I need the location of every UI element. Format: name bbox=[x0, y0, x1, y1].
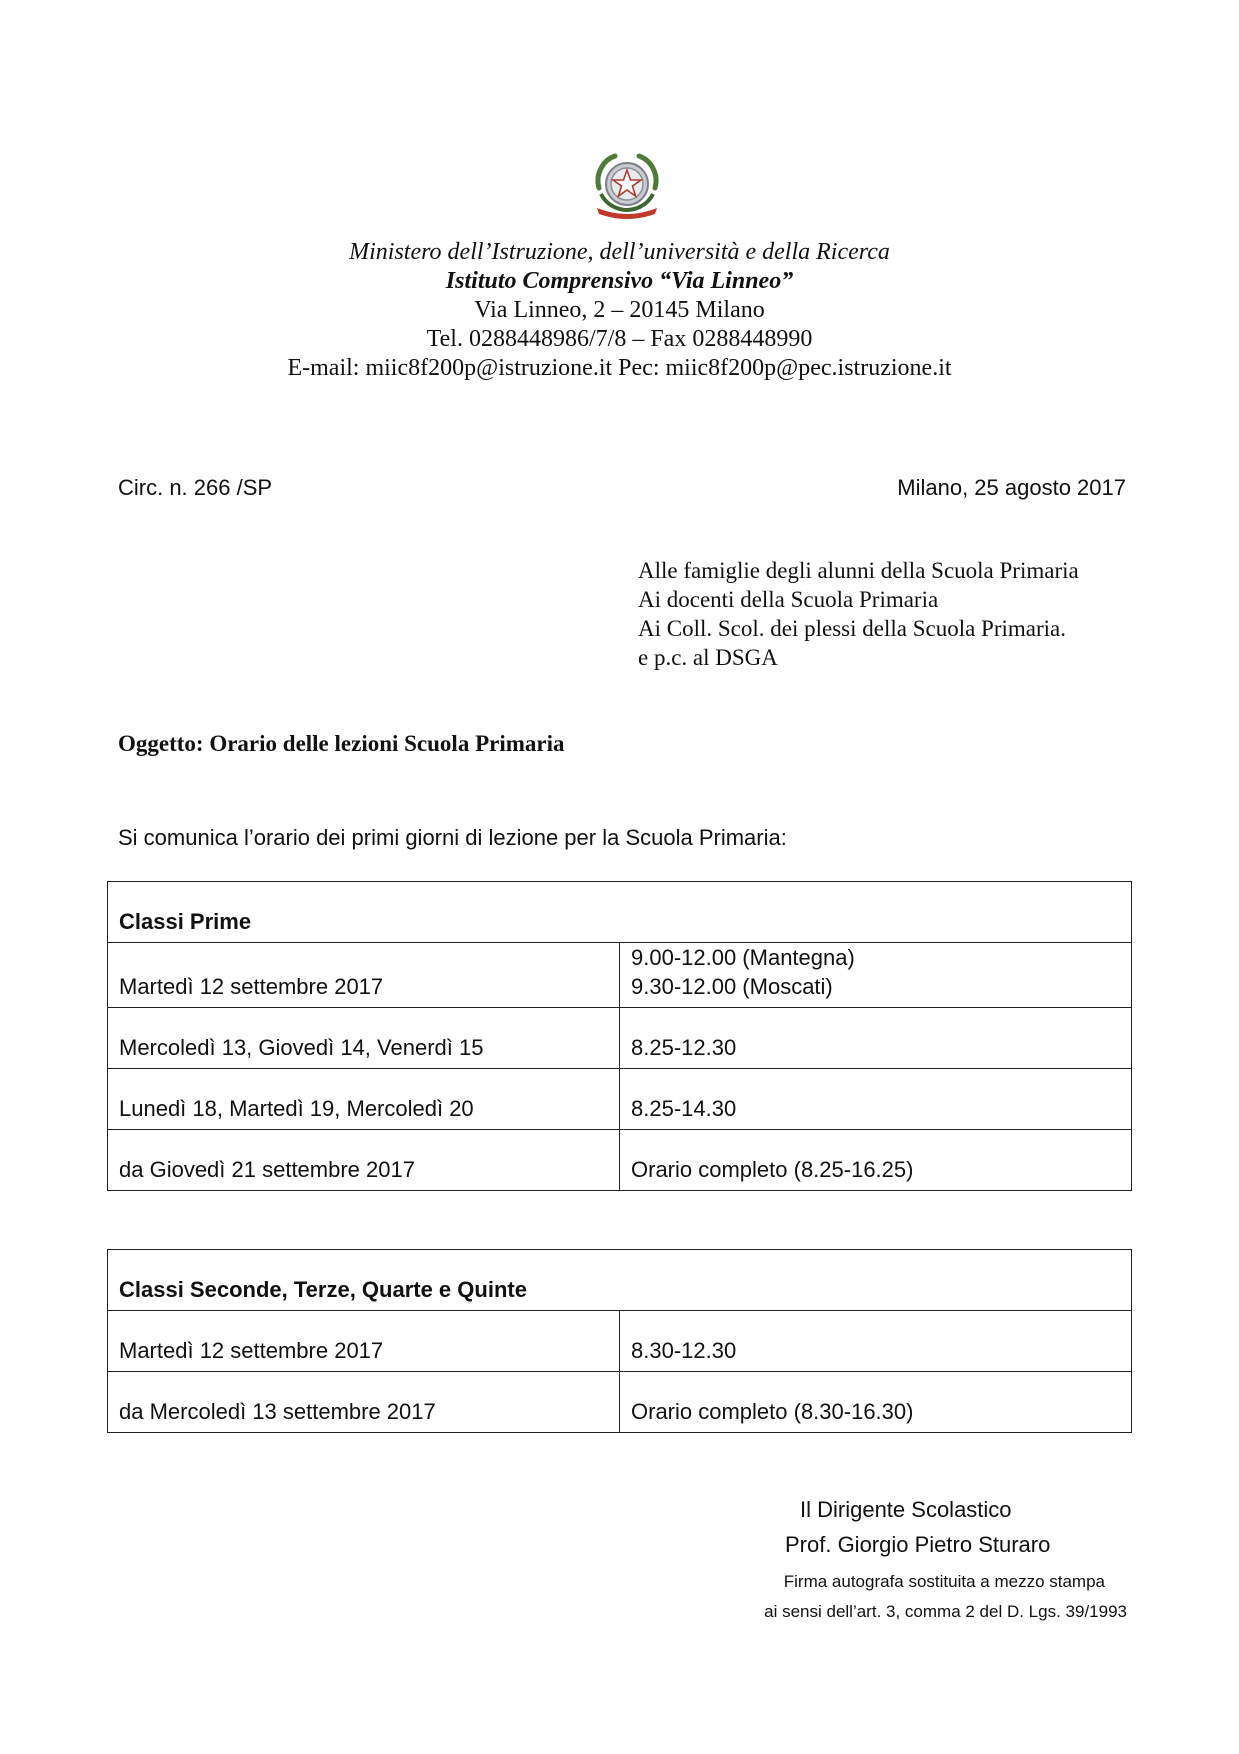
signature-name: Prof. Giorgio Pietro Sturaro bbox=[785, 1532, 1051, 1557]
table-row bbox=[108, 1008, 1132, 1069]
day-cell: Mercoledì 13, Giovedì 14, Venerdì 15 bbox=[108, 1008, 620, 1069]
recipient-line: Alle famiglie degli alunni della Scuola Primaria bbox=[638, 558, 1079, 583]
subject-line: Oggetto: Orario delle lezioni Scuola Primaria bbox=[118, 731, 565, 756]
day-cell: Martedì 12 settembre 2017 bbox=[108, 943, 620, 1008]
time-cell: 8.25-12.30 bbox=[620, 1008, 1132, 1069]
table-row bbox=[108, 1311, 1132, 1372]
ministry-name: Ministero dell’Istruzione, dell’università e della Ricerca bbox=[349, 239, 890, 265]
recipient-line: Ai docenti della Scuola Primaria bbox=[638, 587, 939, 612]
schedule-table-first-classes bbox=[107, 881, 1132, 1191]
day-cell: Lunedì 18, Martedì 19, Mercoledì 20 bbox=[108, 1069, 620, 1130]
table-header-row bbox=[108, 1250, 1132, 1311]
institute-name: Istituto Comprensivo “Via Linneo” bbox=[445, 268, 794, 294]
time-cell bbox=[620, 943, 1132, 1008]
letterhead bbox=[0, 238, 1239, 383]
time-cell: 8.25-14.30 bbox=[620, 1069, 1132, 1130]
day-cell: da Giovedì 21 settembre 2017 bbox=[108, 1130, 620, 1191]
table-title: Classi Prime bbox=[108, 882, 1132, 943]
table-row bbox=[108, 1372, 1132, 1433]
schedule-table-other-classes bbox=[107, 1249, 1132, 1433]
time-cell: Orario completo (8.30-16.30) bbox=[620, 1372, 1132, 1433]
recipients-block bbox=[638, 556, 1079, 672]
recipient-line: e p.c. al DSGA bbox=[638, 645, 778, 670]
intro-text: Si comunica l’orario dei primi giorni di lezione per la Scuola Primaria: bbox=[118, 825, 787, 850]
republic-emblem-icon bbox=[585, 148, 669, 220]
signature-note: ai sensi dell’art. 3, comma 2 del D. Lgs. 39/1993 bbox=[764, 1602, 1127, 1621]
table-row bbox=[108, 1130, 1132, 1191]
institute-email: E-mail: miic8f200p@istruzione.it Pec: miic8f200p@pec.istruzione.it bbox=[287, 355, 952, 381]
day-cell: Martedì 12 settembre 2017 bbox=[108, 1311, 620, 1372]
table-header-row bbox=[108, 882, 1132, 943]
time-line: 9.30-12.00 (Moscati) bbox=[631, 974, 833, 999]
time-line: 9.00-12.00 (Mantegna) bbox=[631, 945, 855, 970]
table-row bbox=[108, 943, 1132, 1008]
institute-address: Via Linneo, 2 – 20145 Milano bbox=[474, 297, 765, 323]
signature-role: Il Dirigente Scolastico bbox=[800, 1497, 1012, 1522]
day-cell: da Mercoledì 13 settembre 2017 bbox=[108, 1372, 620, 1433]
circular-number: Circ. n. 266 /SP bbox=[118, 475, 273, 500]
table-title: Classi Seconde, Terze, Quarte e Quinte bbox=[108, 1250, 1132, 1311]
institute-phone: Tel. 0288448986/7/8 – Fax 0288448990 bbox=[426, 326, 813, 352]
circular-date: Milano, 25 agosto 2017 bbox=[897, 475, 1126, 500]
time-cell: 8.30-12.30 bbox=[620, 1311, 1132, 1372]
table-row bbox=[108, 1069, 1132, 1130]
time-cell: Orario completo (8.25-16.25) bbox=[620, 1130, 1132, 1191]
signature-note: Firma autografa sostituita a mezzo stampa bbox=[783, 1572, 1105, 1591]
recipient-line: Ai Coll. Scol. dei plessi della Scuola Primaria. bbox=[638, 616, 1066, 641]
